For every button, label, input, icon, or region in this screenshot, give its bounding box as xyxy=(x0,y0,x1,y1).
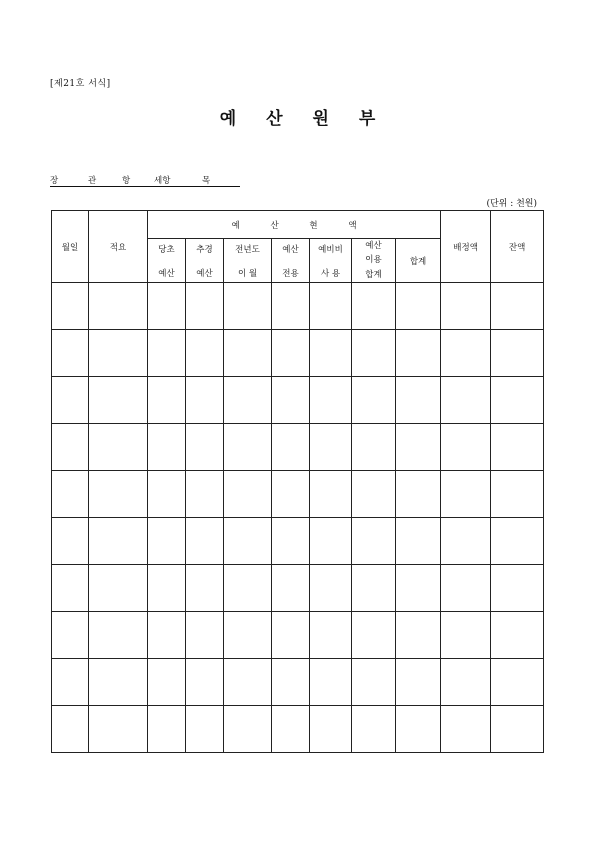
table-cell[interactable] xyxy=(272,330,310,377)
subject-line xyxy=(50,174,240,187)
table-cell[interactable] xyxy=(352,424,396,471)
header-supplementary-budget xyxy=(186,239,224,283)
header-line: 사 용 xyxy=(320,268,341,279)
table-cell[interactable] xyxy=(89,612,148,659)
table-cell[interactable] xyxy=(272,565,310,612)
table-cell[interactable] xyxy=(272,612,310,659)
table-cell[interactable] xyxy=(186,518,224,565)
table-cell[interactable] xyxy=(186,283,224,330)
ledger-body xyxy=(52,283,544,753)
table-cell[interactable] xyxy=(491,565,544,612)
table-cell[interactable] xyxy=(396,424,441,471)
table-cell[interactable] xyxy=(352,612,396,659)
table-cell[interactable] xyxy=(52,283,89,330)
table-cell[interactable] xyxy=(272,518,310,565)
header-line: 예산 xyxy=(158,268,175,279)
header-line: 합계 xyxy=(365,269,382,280)
table-cell[interactable] xyxy=(148,377,186,424)
table-cell[interactable] xyxy=(224,659,272,706)
table-cell[interactable] xyxy=(148,706,186,753)
table-cell[interactable] xyxy=(441,659,491,706)
subject-hang: 항 xyxy=(122,176,131,186)
table-cell[interactable] xyxy=(52,612,89,659)
table-cell[interactable] xyxy=(396,283,441,330)
table-cell[interactable] xyxy=(491,659,544,706)
header-budget-status-char: 산 xyxy=(270,220,279,231)
table-cell[interactable] xyxy=(89,706,148,753)
table-cell[interactable] xyxy=(352,377,396,424)
header-line: 전용 xyxy=(282,268,299,279)
table-cell[interactable] xyxy=(89,565,148,612)
title-char: 부 xyxy=(358,109,376,129)
table-cell[interactable] xyxy=(491,377,544,424)
table-cell[interactable] xyxy=(352,706,396,753)
header-line: 이용 xyxy=(365,255,382,265)
table-cell[interactable] xyxy=(441,424,491,471)
table-cell[interactable] xyxy=(148,565,186,612)
table-cell[interactable] xyxy=(148,612,186,659)
table-cell[interactable] xyxy=(310,518,352,565)
table-cell[interactable] xyxy=(441,706,491,753)
table-cell[interactable] xyxy=(89,471,148,518)
table-cell[interactable] xyxy=(396,518,441,565)
header-reallocation-total xyxy=(352,239,396,283)
header-line: 전년도 xyxy=(235,244,260,255)
table-cell[interactable] xyxy=(396,706,441,753)
table-cell[interactable] xyxy=(310,612,352,659)
table-cell[interactable] xyxy=(52,471,89,518)
table-cell[interactable] xyxy=(352,565,396,612)
unit-label: (단위 : 천원) xyxy=(486,199,537,209)
table-cell[interactable] xyxy=(186,377,224,424)
table-cell[interactable] xyxy=(148,659,186,706)
table-cell[interactable] xyxy=(224,471,272,518)
header-budget-status-char: 예 xyxy=(231,220,240,231)
table-cell[interactable] xyxy=(272,706,310,753)
table-cell[interactable] xyxy=(52,377,89,424)
table-cell[interactable] xyxy=(52,706,89,753)
table-cell[interactable] xyxy=(148,330,186,377)
table-cell[interactable] xyxy=(186,330,224,377)
header-budget-status-char: 액 xyxy=(348,220,357,231)
table-cell[interactable] xyxy=(310,565,352,612)
table-cell[interactable] xyxy=(491,330,544,377)
header-line: 예산 xyxy=(282,244,299,255)
table-cell[interactable] xyxy=(52,659,89,706)
table-row xyxy=(52,565,544,612)
table-cell[interactable] xyxy=(396,330,441,377)
table-row xyxy=(52,424,544,471)
table-cell[interactable] xyxy=(186,706,224,753)
table-cell[interactable] xyxy=(89,330,148,377)
table-cell[interactable] xyxy=(352,283,396,330)
table-row xyxy=(52,377,544,424)
table-cell[interactable] xyxy=(89,377,148,424)
table-cell[interactable] xyxy=(396,612,441,659)
table-cell[interactable] xyxy=(186,565,224,612)
table-cell[interactable] xyxy=(310,377,352,424)
header-sum: 합계 xyxy=(396,239,441,283)
table-cell[interactable] xyxy=(52,518,89,565)
table-cell[interactable] xyxy=(441,377,491,424)
header-month-day: 월일 xyxy=(52,211,89,283)
table-row xyxy=(52,706,544,753)
header-line: 예비비 xyxy=(318,244,343,255)
table-cell[interactable] xyxy=(310,706,352,753)
table-cell[interactable] xyxy=(224,330,272,377)
header-budget-status-char: 현 xyxy=(309,220,318,231)
table-cell[interactable] xyxy=(396,565,441,612)
table-cell[interactable] xyxy=(186,612,224,659)
table-cell[interactable] xyxy=(224,612,272,659)
header-budget-status xyxy=(148,211,441,239)
table-cell[interactable] xyxy=(491,706,544,753)
title-char: 예 xyxy=(219,109,237,129)
table-cell[interactable] xyxy=(352,330,396,377)
table-cell[interactable] xyxy=(148,424,186,471)
table-cell[interactable] xyxy=(441,471,491,518)
table-cell[interactable] xyxy=(148,518,186,565)
table-cell[interactable] xyxy=(89,283,148,330)
table-cell[interactable] xyxy=(491,612,544,659)
table-cell[interactable] xyxy=(396,377,441,424)
title-char: 원 xyxy=(312,109,329,129)
header-balance: 잔액 xyxy=(491,211,544,283)
table-cell[interactable] xyxy=(272,659,310,706)
page-title xyxy=(0,104,595,129)
table-cell[interactable] xyxy=(396,471,441,518)
table-cell[interactable] xyxy=(491,471,544,518)
table-cell[interactable] xyxy=(89,424,148,471)
table-row xyxy=(52,330,544,377)
subject-gwan: 관 xyxy=(88,176,97,186)
form-number: [제21호 서식] xyxy=(50,79,111,89)
table-cell[interactable] xyxy=(224,706,272,753)
header-line: 예산 xyxy=(196,268,213,279)
header-description: 적요 xyxy=(89,211,148,283)
subject-mok: 목 xyxy=(202,176,211,186)
table-cell[interactable] xyxy=(310,330,352,377)
table-cell[interactable] xyxy=(352,471,396,518)
table-cell[interactable] xyxy=(352,518,396,565)
table-cell[interactable] xyxy=(441,283,491,330)
table-cell[interactable] xyxy=(224,518,272,565)
table-row xyxy=(52,612,544,659)
table-cell[interactable] xyxy=(310,424,352,471)
table-row xyxy=(52,471,544,518)
table-cell[interactable] xyxy=(491,424,544,471)
title-char: 산 xyxy=(266,109,283,129)
header-line: 이 월 xyxy=(237,268,258,279)
table-row xyxy=(52,518,544,565)
table-cell[interactable] xyxy=(148,471,186,518)
table-cell[interactable] xyxy=(272,283,310,330)
header-allocated: 배정액 xyxy=(441,211,491,283)
table-cell[interactable] xyxy=(148,283,186,330)
table-cell[interactable] xyxy=(186,471,224,518)
table-cell[interactable] xyxy=(441,518,491,565)
header-budget-transfer xyxy=(272,239,310,283)
table-cell[interactable] xyxy=(441,612,491,659)
table-cell[interactable] xyxy=(491,518,544,565)
table-cell[interactable] xyxy=(441,330,491,377)
budget-ledger-table xyxy=(51,210,544,753)
subject-jang: 장 xyxy=(50,176,59,186)
table-cell[interactable] xyxy=(186,424,224,471)
table-cell[interactable] xyxy=(272,471,310,518)
header-line: 당초 xyxy=(158,244,175,255)
header-line: 예산 xyxy=(365,240,382,251)
table-cell[interactable] xyxy=(224,565,272,612)
table-cell[interactable] xyxy=(186,659,224,706)
table-cell[interactable] xyxy=(310,471,352,518)
table-cell[interactable] xyxy=(441,565,491,612)
table-row xyxy=(52,659,544,706)
table-cell[interactable] xyxy=(272,377,310,424)
header-original-budget xyxy=(148,239,186,283)
table-cell[interactable] xyxy=(224,283,272,330)
table-cell[interactable] xyxy=(352,659,396,706)
table-cell[interactable] xyxy=(396,659,441,706)
table-cell[interactable] xyxy=(52,424,89,471)
table-cell[interactable] xyxy=(272,424,310,471)
table-cell[interactable] xyxy=(310,659,352,706)
table-cell[interactable] xyxy=(224,424,272,471)
table-cell[interactable] xyxy=(224,377,272,424)
header-reserve-use xyxy=(310,239,352,283)
table-row xyxy=(52,283,544,330)
table-cell[interactable] xyxy=(491,283,544,330)
table-cell[interactable] xyxy=(52,565,89,612)
table-cell[interactable] xyxy=(89,659,148,706)
table-cell[interactable] xyxy=(310,283,352,330)
table-cell[interactable] xyxy=(89,518,148,565)
table-cell[interactable] xyxy=(52,330,89,377)
header-line: 추경 xyxy=(196,244,213,255)
header-carryover xyxy=(224,239,272,283)
subject-sehang: 세항 xyxy=(154,176,171,186)
